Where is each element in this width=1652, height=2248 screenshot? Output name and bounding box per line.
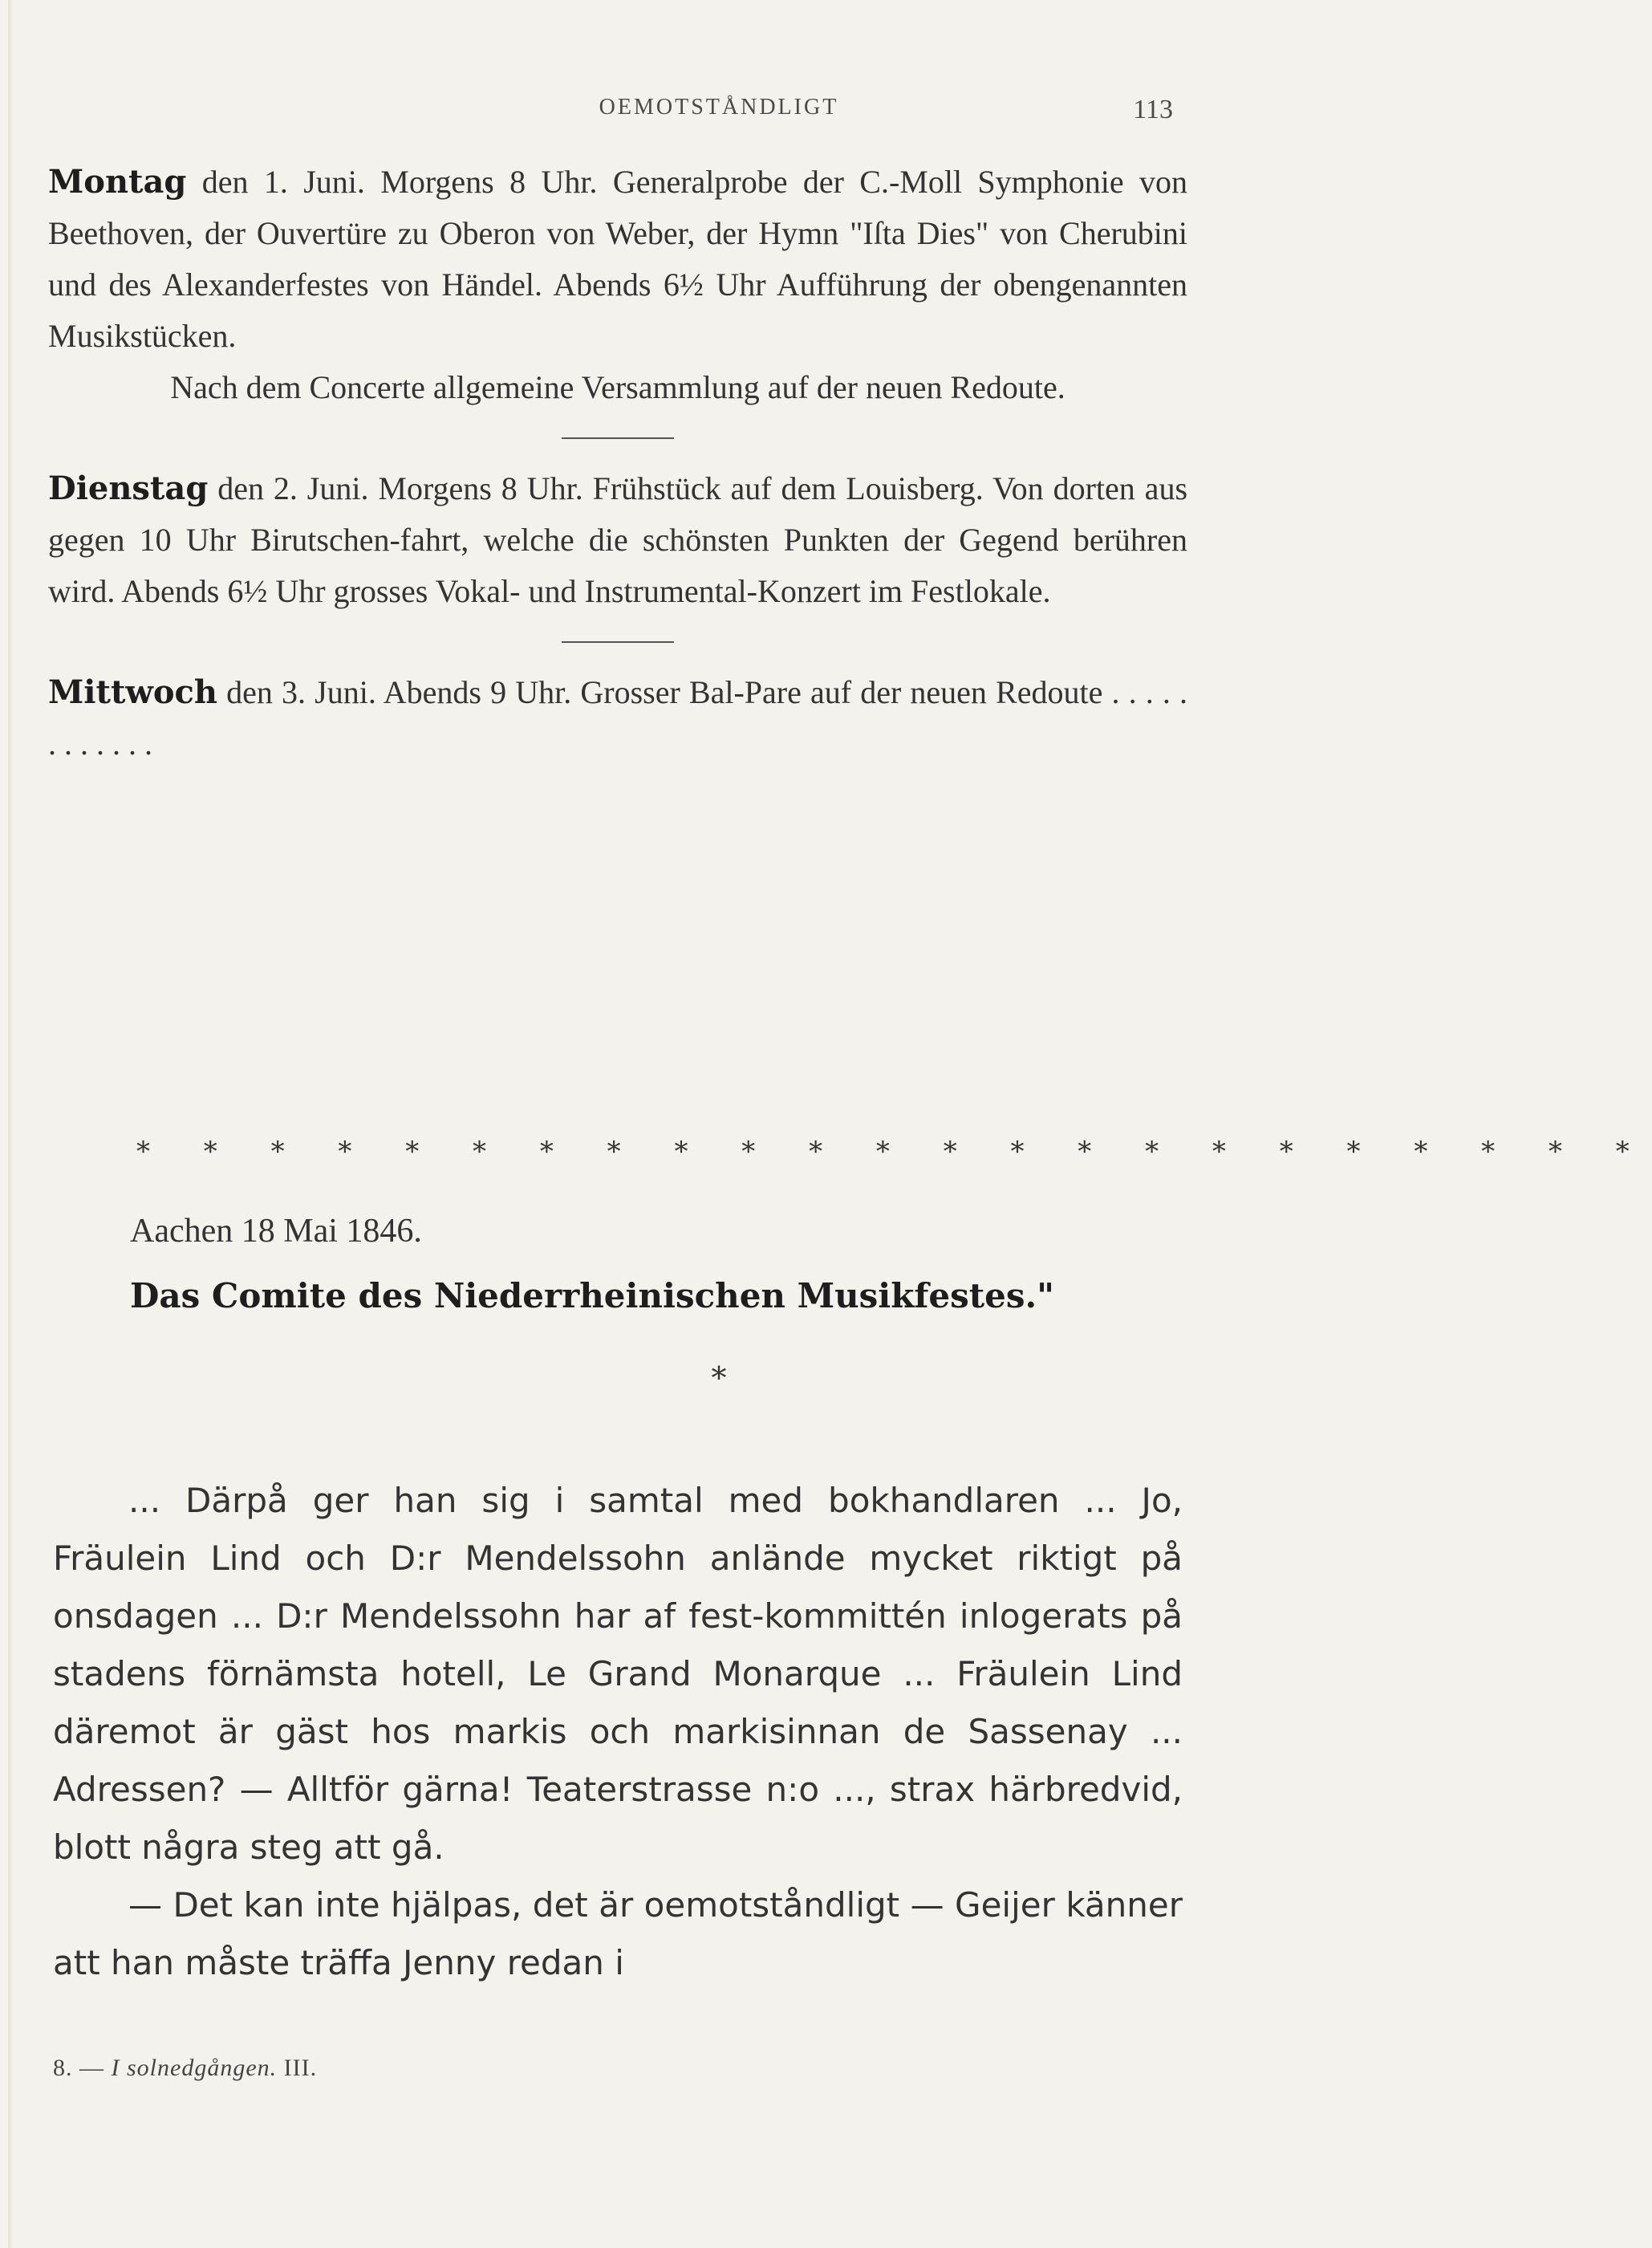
entry-text: den 3. Juni. Abends 9 Uhr. Grosser Bal-Pare auf der neuen Redoute . . . . . . . . . . . .: [48, 674, 1188, 762]
running-title: OEMOTSTÅNDLIGT: [599, 95, 839, 120]
entry-text: Nach dem Concerte allgemeine Versammlung auf der neuen Redoute.: [170, 369, 1065, 405]
section-rule: [562, 641, 674, 643]
entry-text: den 2. Juni. Morgens 8 Uhr. Frühstück auf dem Louisberg. Von dorten aus gegen 10 Uhr Birutschen-fahrt, welche die schönsten Punkten der Gegend berühren wird. Abends 6½ Uhr grosses Vokal- und Instrumental-Konzert im Festlokale.: [48, 470, 1188, 609]
day-label: Mittwoch: [48, 673, 217, 711]
day-label: Montag: [48, 163, 187, 201]
programme-entry-assembly: [48, 362, 1187, 413]
signature-number: 8. —: [53, 2055, 104, 2081]
festival-programme: [48, 157, 1187, 770]
programme-entry-monday: [48, 157, 1187, 362]
programme-entry-tuesday: [48, 463, 1187, 617]
book-title: I solnedgången.: [111, 2055, 278, 2081]
page-edge: [8, 0, 13, 2248]
signature-line: [53, 2055, 317, 2082]
volume-number: III.: [283, 2055, 318, 2081]
entry-text: den 1. Juni. Morgens 8 Uhr. Generalprobe der C.-Moll Symphonie von Beethoven, der Ouvertüre zu Oberon von Weber, der Hymn "Iſta Dies" von Cherubini und des Alexanderfestes von Händel. Abends 6½ Uhr Aufführung der obengenannten Musikstücken.: [48, 164, 1187, 354]
paragraph: ... Därpå ger han sig i samtal med bokhandlaren ... Jo, Fräulein Lind och D:r Mendelssohn anlände mycket riktigt på onsdagen ... D:r Mendelssohn har af fest-kommittén inlogerats på stadens förnämsta hotell, Le Grand Monarque ... Fräulein Lind däremot är gäst hos markis och markisinnan de Sassenay ... Adressen? — Alltför gärna! Teaterstrasse n:o ..., strax härbredvid, blott några steg att gå.: [53, 1481, 1183, 1867]
paragraph: — Det kan inte hjälpas, det är oemotståndligt — Geijer känner att han måste träffa Jenny redan i: [53, 1885, 1183, 1982]
day-label: Dienstag: [48, 470, 209, 507]
place-date: Aachen 18 Mai 1846.: [130, 1213, 422, 1250]
asterism: *: [711, 1360, 727, 1396]
page-header: [0, 95, 1438, 135]
programme-entry-wednesday: [48, 667, 1187, 770]
stars-row: * * * * * * * * * * * * * * * * * * * * * * *: [136, 1136, 1652, 1168]
narrative-text: [53, 1472, 1183, 1992]
committee-signature: Das Comite des Niederrheinischen Musikfestes.": [130, 1276, 1055, 1315]
page-number: 113: [1133, 95, 1173, 124]
section-rule: [562, 437, 674, 439]
